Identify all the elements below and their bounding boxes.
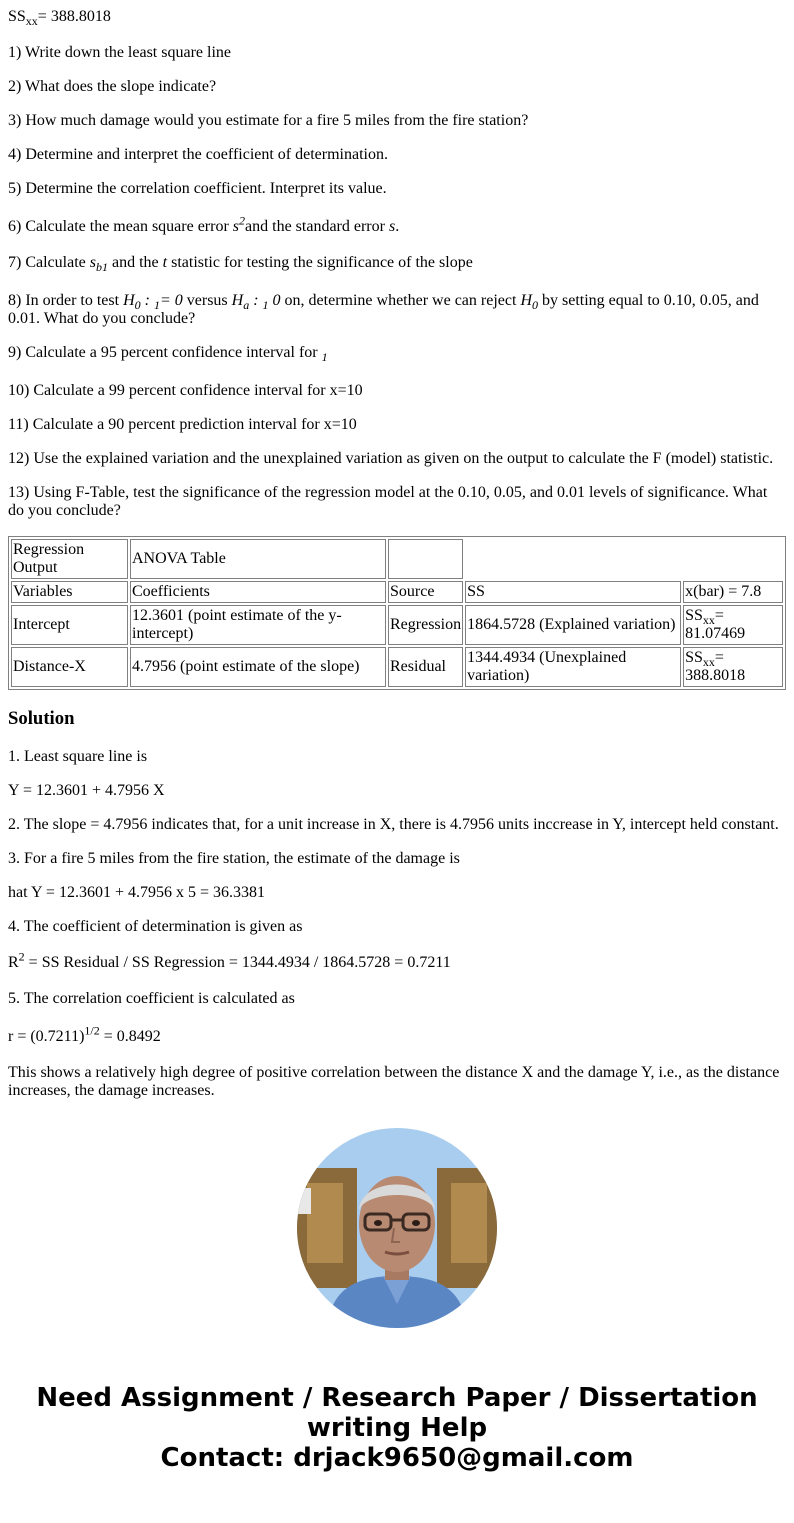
table-cell: Source xyxy=(388,581,463,603)
question-9: 9) Calculate a 95 percent confidence interval for $_1$ xyxy=(8,344,328,365)
table-cell: Residual xyxy=(388,647,463,687)
tutor-avatar xyxy=(297,1128,497,1328)
solution-5: 5. The correlation coefficient is calculated as xyxy=(8,990,295,1007)
table-cell-empty xyxy=(465,539,783,579)
regression-anova-table xyxy=(8,536,786,690)
solution-5-equation: $r = (0.7211)^{1/2} = 0.8492$ xyxy=(8,1023,161,1045)
table-cell: ANOVA Table xyxy=(130,539,386,579)
question-2: 2) What does the slope indicate? xyxy=(8,78,217,95)
question-6: 6) Calculate the mean square error $s^2and$ the standard error s. xyxy=(8,213,400,235)
question-12: 12) Use the explained variation and the unexplained variation as given on the output to calculate the F (model) statistic. xyxy=(8,450,774,467)
ssxx-line: $SS_{xx}= 388.8018$ xyxy=(8,8,111,29)
table-cell: $SS_{xx}= 388.8018$ xyxy=(683,647,783,687)
table-cell: Variables xyxy=(11,581,128,603)
table-row xyxy=(11,581,783,603)
question-7: 7) Calculate $s_{b1}$ and the t statistic for testing the significance of the slope xyxy=(8,254,473,275)
question-5: 5) Determine the correlation coefficient. Interpret its value. xyxy=(8,180,387,197)
table-cell: SS xyxy=(465,581,681,603)
table-cell: Regression Output xyxy=(11,539,128,579)
help-banner-title: Need Assignment / Research Paper / Dissertation writing Help xyxy=(36,1383,758,1443)
question-8: 8) In order to test $H_0$ : $_1$= 0 versus $H_a$ : $_1$ 0 on, determine whether we can reject $H_0$ by setting equal to 0.10, 0.05, and 0.01. What do you conclude? xyxy=(8,292,759,327)
question-1: 1) Write down the least square line xyxy=(8,44,231,61)
solution-3-equation: hat Y = 12.3601 + 4.7956 x 5 = 36.3381 xyxy=(8,884,265,901)
solution-2: 2. The slope = 4.7956 indicates that, for a unit increase in X, there is 4.7956 units inccrease in Y, intercept held constant. xyxy=(8,816,779,833)
table-cell: Coefficients xyxy=(130,581,386,603)
table-row xyxy=(11,539,783,579)
solution-4: 4. The coefficient of determination is given as xyxy=(8,918,303,935)
table-cell: 1864.5728 (Explained variation) xyxy=(465,605,681,645)
table-row xyxy=(11,647,783,687)
solution-1: 1. Least square line is xyxy=(8,748,148,765)
table-cell: $SS_{xx}= 81.07469$ xyxy=(683,605,783,645)
question-3: 3) How much damage would you estimate for a fire 5 miles from the fire station? xyxy=(8,112,529,129)
table-cell: Distance-X xyxy=(11,647,128,687)
solution-3: 3. For a fire 5 miles from the fire station, the estimate of the damage is xyxy=(8,850,460,867)
table-row xyxy=(11,605,783,645)
table-cell: 1344.4934 (Unexplained variation) xyxy=(465,647,681,687)
question-13: 13) Using F-Table, test the significance of the regression model at the 0.10, 0.05, and 0.01 levels of significance. What do you conclude? xyxy=(8,484,768,519)
solution-1-equation: Y = 12.3601 + 4.7956 X xyxy=(8,782,165,799)
table-cell xyxy=(388,539,463,579)
solution-5-note: This shows a relatively high degree of positive correlation between the distance X and the damage Y, i.e., as the distance increases, the damage increases. xyxy=(8,1064,780,1099)
solution-4-equation: $R^2$ = SS Residual / SS Regression = 1344.4934 / 1864.5728 = 0.7211 xyxy=(8,949,451,971)
table-cell: Regression xyxy=(388,605,463,645)
table-cell: 4.7956 (point estimate of the slope) xyxy=(130,647,386,687)
help-banner xyxy=(8,1383,786,1473)
avatar-container xyxy=(8,1128,786,1333)
table-cell: Intercept xyxy=(11,605,128,645)
question-10: 10) Calculate a 99 percent confidence interval for x=10 xyxy=(8,382,363,399)
table-cell: x(bar) = 7.8 xyxy=(683,581,783,603)
tutor-portrait-icon xyxy=(297,1128,497,1328)
table-cell: 12.3601 (point estimate of the y-intercept) xyxy=(130,605,386,645)
question-4: 4) Determine and interpret the coefficient of determination. xyxy=(8,146,388,163)
question-11: 11) Calculate a 90 percent prediction interval for x=10 xyxy=(8,416,357,433)
contact-email[interactable]: Contact: drjack9650@gmail.com xyxy=(160,1443,634,1473)
solution-heading: Solution xyxy=(8,708,75,729)
